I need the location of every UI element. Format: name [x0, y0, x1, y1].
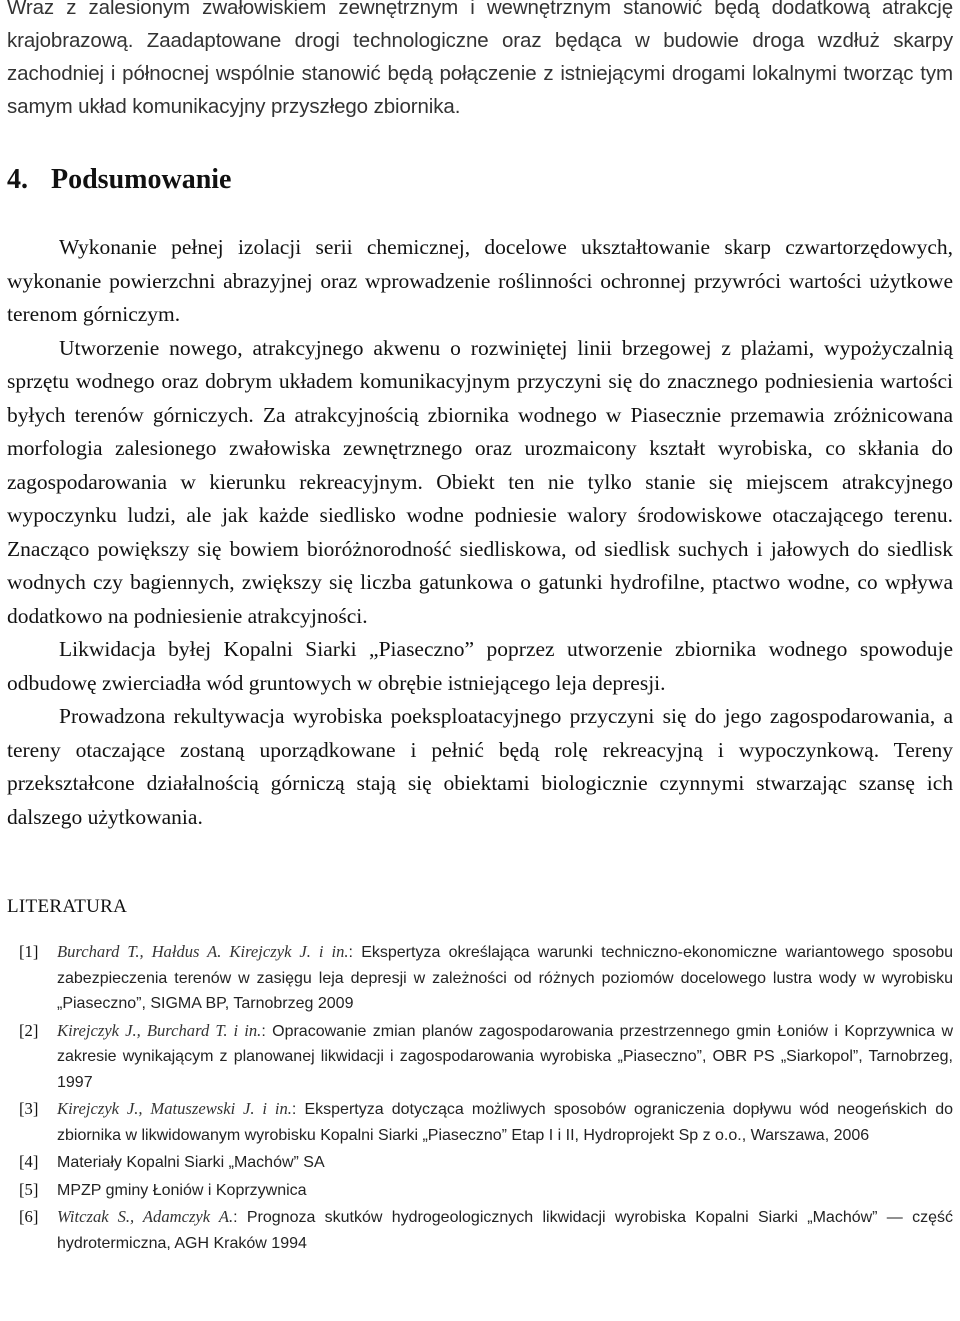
summary-body — [7, 231, 953, 834]
paragraph — [7, 633, 953, 700]
reference-text: : Ekspertyza dotycząca możliwych sposobów ograniczenia dopływu wód neogeńskich do zbiornika w likwidowanym wyrobisku Kopalni Siarki „Piaseczno” Etap I i II, Hydroprojekt Sp z o.o., Warszawa, 2006 — [57, 1101, 953, 1144]
reference-text: : Ekspertyza określająca warunki techniczno-ekonomiczne wariantowego sposobu zabezpieczenia terenów w zasięgu leja depresji w zależności od różnych poziomów docelowego lustra wody w wyrobisku „Piaseczno”, SIGMA BP, Tarnobrzeg 2009 — [57, 944, 953, 1012]
reference-authors: Kirejczyk J., Matuszewski J. i in. — [57, 1099, 292, 1118]
reference-text: : Opracowanie zmian planów zagospodarowania przestrzennego gmin Łoniów i Koprzywnica w zakresie wynikającym z planowanej likwidacji i zagospodarowania wyrobiska „Piaseczno”, OBR PS „Siarkopol”, Tarnobrzeg, 1997 — [57, 1022, 954, 1091]
paragraph-text: Wykonanie pełnej izolacji serii chemicznej, docelowe ukształtowanie skarp czwartorzędowych, wykonanie powierzchni abrazyjnej oraz wprowadzenie roślinności ochronnej przywróci wartości użytkowe terenom górniczym. — [7, 235, 953, 326]
section-number: 4. — [7, 164, 28, 195]
paragraph-text: Utworzenie nowego, atrakcyjnego akwenu o rozwiniętej linii brzegowej z plażami, wypożyczalnią sprzętu wodnego oraz dobrym układem komunikacyjnym przyczyni się do znacznego podniesienia wartości byłych terenów górniczych. Za atrakcyjnością zbiornika wodnego w Piasecznie przemawia zróżnicowana morfologia zalesionego zwałowiska zewnętrznego oraz urozmaicony kształt wyrobiska, co skłania do zagospodarowania w kierunku rekreacyjnym. Obiekt ten nie tylko stanie się miejscem atrakcyjnego wypoczynku ludzi, ale jak każde siedlisko wodne podniesie walory środowiskowe otaczającego terenu. Znacząco powiększy się bowiem bioróżnorodność siedliskowa, od siedlisk suchych i jałowych do siedlisk wodnych czy bagiennych, zwiększy się liczba gatunkowa o gatunki hydrofilne, ptactwo wodne, co wpływa dodatkowo na podniesienie atrakcyjności. — [7, 335, 953, 628]
reference-number: [6] — [19, 1207, 39, 1226]
reference-number: [5] — [19, 1179, 39, 1199]
reference-item — [7, 1205, 953, 1256]
reference-text: : Prognoza skutków hydrogeologicznych likwidacji wyrobiska Kopalni Siarki „Machów” — część hydrotermiczna, AGH Kraków 1994 — [57, 1209, 953, 1252]
reference-text: MPZP gminy Łoniów i Koprzywnica — [57, 1181, 307, 1199]
paragraph-text: Likwidacja byłej Kopalni Siarki „Piaseczno” poprzez utworzenie zbiornika wodnego spowoduje odbudowę zwierciadła wód gruntowych w obrębie istniejącego leja depresji. — [7, 637, 953, 695]
paragraph — [7, 332, 953, 634]
reference-item — [7, 1150, 953, 1176]
reference-item — [7, 1097, 953, 1148]
reference-number: [2] — [19, 1020, 39, 1040]
paragraph — [7, 231, 953, 332]
reference-item — [7, 1019, 953, 1096]
reference-text: Materiały Kopalni Siarki „Machów” SA — [57, 1154, 325, 1171]
reference-authors: Kirejczyk J., Burchard T. i in. — [57, 1020, 262, 1040]
reference-number: [3] — [19, 1099, 39, 1118]
document-page — [7, 0, 953, 1258]
reference-list — [7, 940, 953, 1256]
paragraph — [7, 700, 953, 834]
reference-authors: Witczak S., Adamczyk A. — [57, 1207, 234, 1226]
section-heading — [7, 163, 953, 197]
reference-item — [7, 940, 953, 1017]
section-title: Podsumowanie — [51, 164, 232, 195]
intro-paragraph: Wraz z zalesionym zwałowiskiem zewnętrznym i wewnętrznym stanowić będą dodatkową atrakcję krajobrazową. Zaadaptowane drogi technologiczne oraz będąca w budowie droga wzdłuż skarpy zachodniej i północnej wspólnie stanowić będą połączenie z istniejącymi drogami lokalnymi tworząc tym samym układ komunikacyjny przyszłego zbiornika. — [7, 0, 953, 118]
reference-authors: Burchard T., Hałdus A. Kirejczyk J. i in. — [57, 942, 349, 961]
literature-heading: LITERATURA — [7, 896, 128, 917]
reference-number: [4] — [19, 1152, 39, 1171]
reference-number: [1] — [19, 942, 39, 961]
reference-item — [7, 1178, 953, 1204]
paragraph-text: Prowadzona rekultywacja wyrobiska poeksploatacyjnego przyczyni się do jego zagospodarowania, a tereny otaczające zostaną uporządkowane i pełnić będą rolę rekreacyjną i wypoczynkową. Tereny przekształcone działalnością górniczą stają się obiektami biologicznie czynnymi stwarzając szansę ich dalszego użytkowania. — [7, 704, 953, 829]
